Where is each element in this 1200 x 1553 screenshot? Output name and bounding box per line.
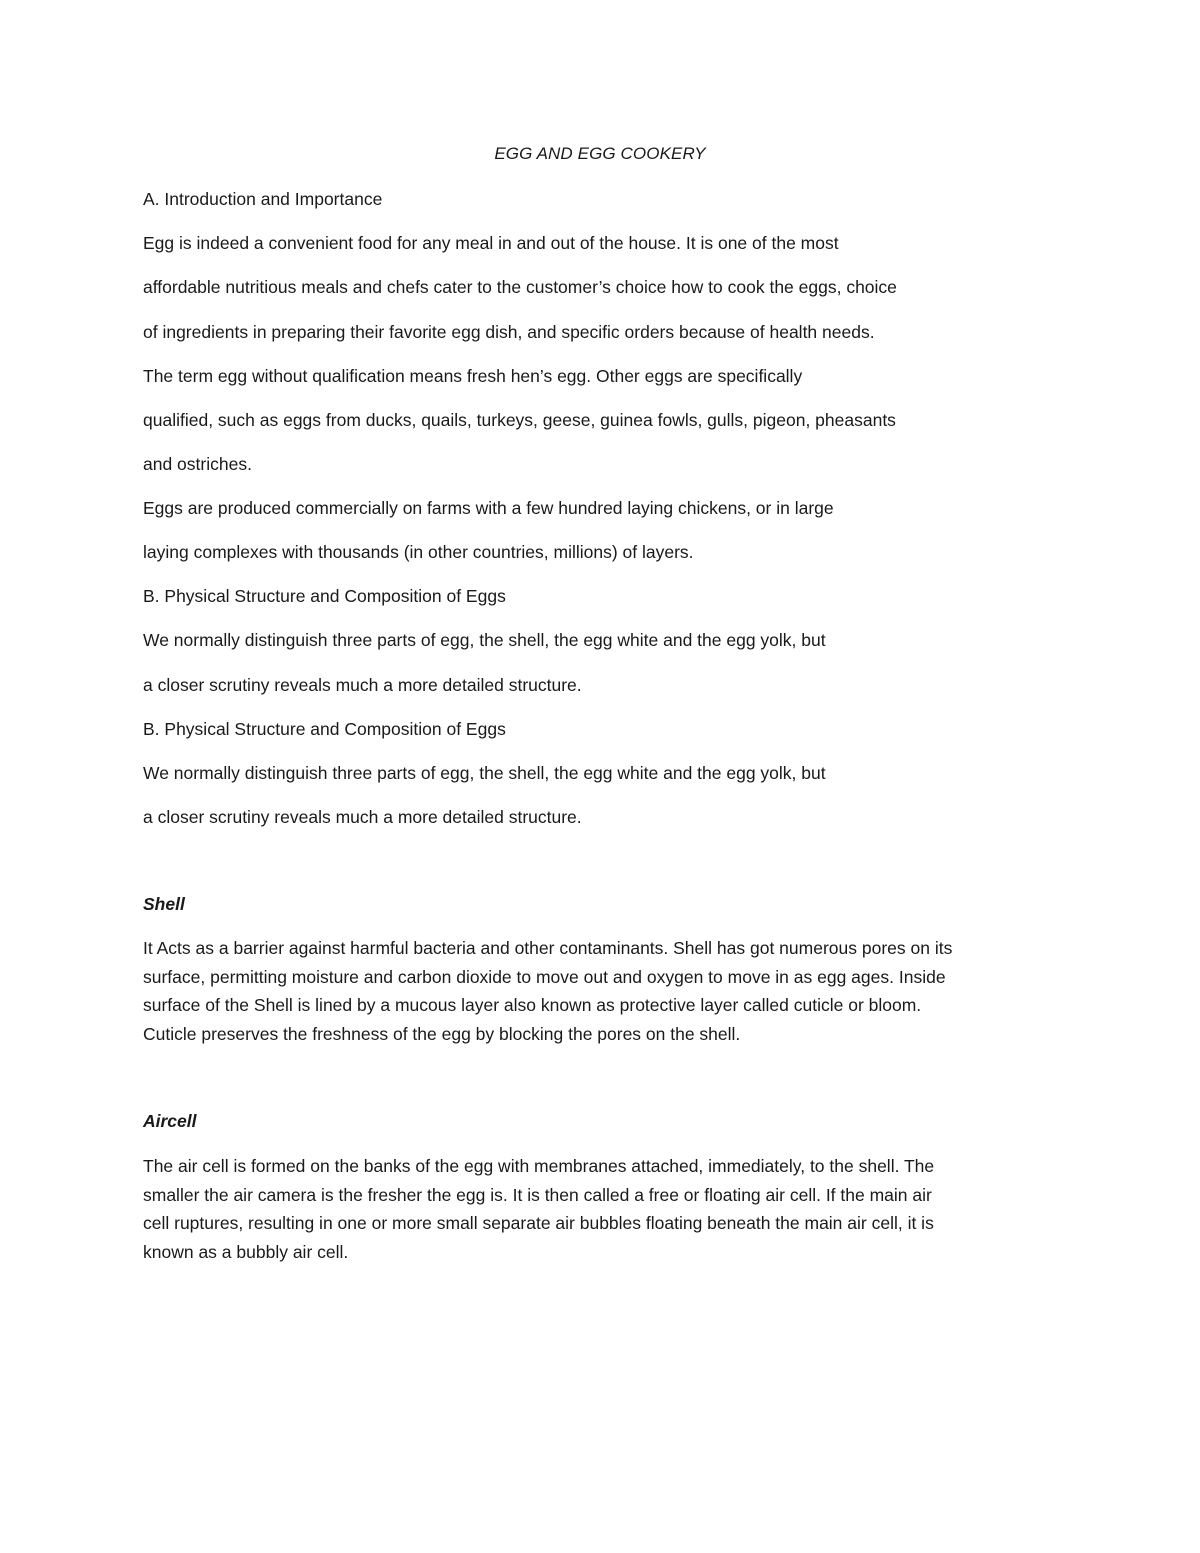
section-heading-physical-structure: B. Physical Structure and Composition of Eggs (143, 719, 506, 739)
document-title: EGG AND EGG COOKERY (494, 144, 706, 163)
body-line: of ingredients in preparing their favorite egg dish, and specific orders because of health needs. (143, 322, 875, 342)
section-heading-introduction: A. Introduction and Importance (143, 189, 383, 209)
aircell-heading: Aircell (143, 1111, 197, 1131)
paragraph-line: The air cell is formed on the banks of the egg with membranes attached, immediately, to the shell. The (143, 1156, 935, 1176)
paragraph-line: surface of the Shell is lined by a mucous layer also known as protective layer called cuticle or bloom. (143, 995, 922, 1015)
body-line: affordable nutritious meals and chefs cater to the customer’s choice how to cook the eggs, choice (143, 277, 897, 297)
body-line: We normally distinguish three parts of egg, the shell, the egg white and the egg yolk, but (143, 763, 826, 783)
paragraph-line: cell ruptures, resulting in one or more small separate air bubbles floating beneath the main air cell, it is (143, 1213, 934, 1233)
paragraph-line: smaller the air camera is the fresher the egg is. It is then called a free or floating air cell. If the main air (143, 1184, 932, 1205)
body-line: We normally distinguish three parts of egg, the shell, the egg white and the egg yolk, but (143, 630, 826, 650)
body-line: Eggs are produced commercially on farms with a few hundred laying chickens, or in large (143, 498, 834, 518)
section-heading-physical-structure: B. Physical Structure and Composition of Eggs (143, 586, 506, 606)
body-line: The term egg without qualification means fresh hen’s egg. Other eggs are specifically (143, 366, 803, 386)
shell-heading: Shell (143, 894, 185, 914)
body-line: and ostriches. (143, 454, 252, 474)
paragraph-line: known as a bubbly air cell. (143, 1241, 349, 1262)
aircell-paragraph (143, 1152, 1073, 1266)
paragraph-line: surface, permitting moisture and carbon dioxide to move out and oxygen to move in as egg ages. Inside (143, 966, 946, 987)
body-line: a closer scrutiny reveals much a more detailed structure. (143, 807, 582, 827)
body-line: a closer scrutiny reveals much a more detailed structure. (143, 675, 582, 695)
shell-paragraph (143, 934, 1073, 1048)
paragraph-line: Cuticle preserves the freshness of the egg by blocking the pores on the shell. (143, 1023, 741, 1044)
paragraph-line: It Acts as a barrier against harmful bacteria and other contaminants. Shell has got numerous pores on its (143, 938, 953, 958)
body-line: Egg is indeed a convenient food for any meal in and out of the house. It is one of the most (143, 233, 839, 253)
body-line: qualified, such as eggs from ducks, quails, turkeys, geese, guinea fowls, gulls, pigeon, pheasants (143, 410, 896, 430)
body-line: laying complexes with thousands (in other countries, millions) of layers. (143, 542, 694, 562)
